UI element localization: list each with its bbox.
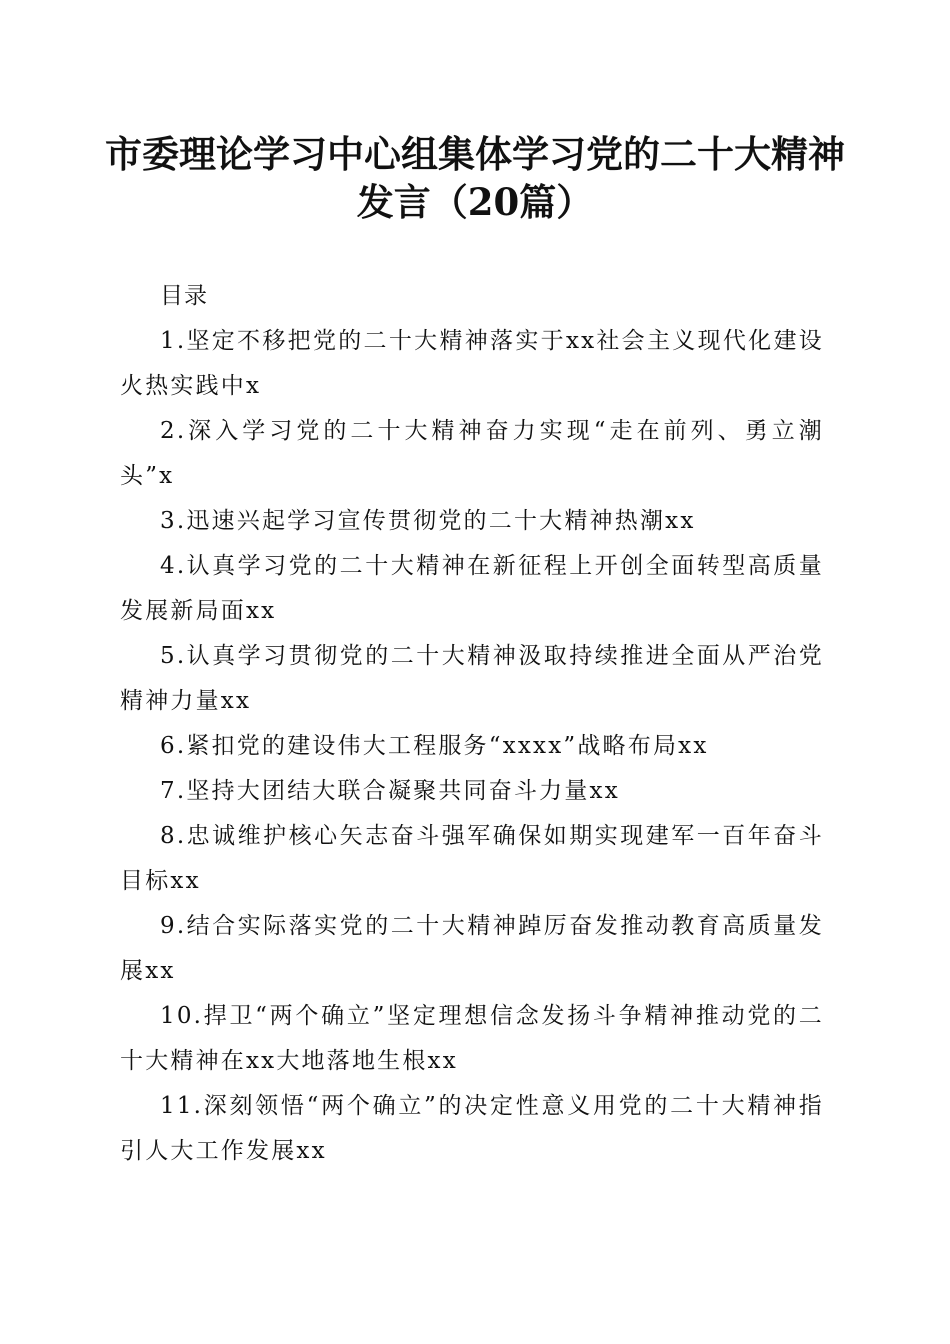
toc-heading: 目录	[160, 283, 208, 309]
toc-item-6: 6.紧扣党的建设伟大工程服务“xxxx”战略布局xx	[160, 733, 709, 759]
table-of-contents	[120, 274, 824, 1174]
title-line-1: 市委理论学习中心组集体学习党的二十大精神	[105, 132, 845, 176]
document-title	[100, 130, 850, 226]
toc-list	[120, 319, 824, 1174]
toc-item-1: 1.坚定不移把党的二十大精神落实于xx社会主义现代化建设火热实践中x	[120, 328, 824, 399]
toc-item-9: 9.结合实际落实党的二十大精神踔厉奋发推动教育高质量发展xx	[120, 913, 824, 984]
toc-item-8: 8.忠诚维护核心矢志奋斗强军确保如期实现建军一百年奋斗目标xx	[120, 823, 824, 894]
toc-item-10: 10.捍卫“两个确立”坚定理想信念发扬斗争精神推动党的二十大精神在xx大地落地生根xx	[120, 1003, 824, 1074]
toc-item-11: 11.深刻领悟“两个确立”的决定性意义用党的二十大精神指引人大工作发展xx	[120, 1093, 824, 1164]
toc-item-2: 2.深入学习党的二十大精神奋力实现“走在前列、勇立潮头”x	[120, 418, 824, 489]
toc-item-7: 7.坚持大团结大联合凝聚共同奋斗力量xx	[160, 778, 620, 804]
toc-item-3: 3.迅速兴起学习宣传贯彻党的二十大精神热潮xx	[160, 508, 696, 534]
toc-item-4: 4.认真学习党的二十大精神在新征程上开创全面转型高质量发展新局面xx	[120, 553, 824, 624]
title-line-2: 发言（20篇）	[356, 180, 594, 224]
toc-item-5: 5.认真学习贯彻党的二十大精神汲取持续推进全面从严治党精神力量xx	[120, 643, 824, 714]
